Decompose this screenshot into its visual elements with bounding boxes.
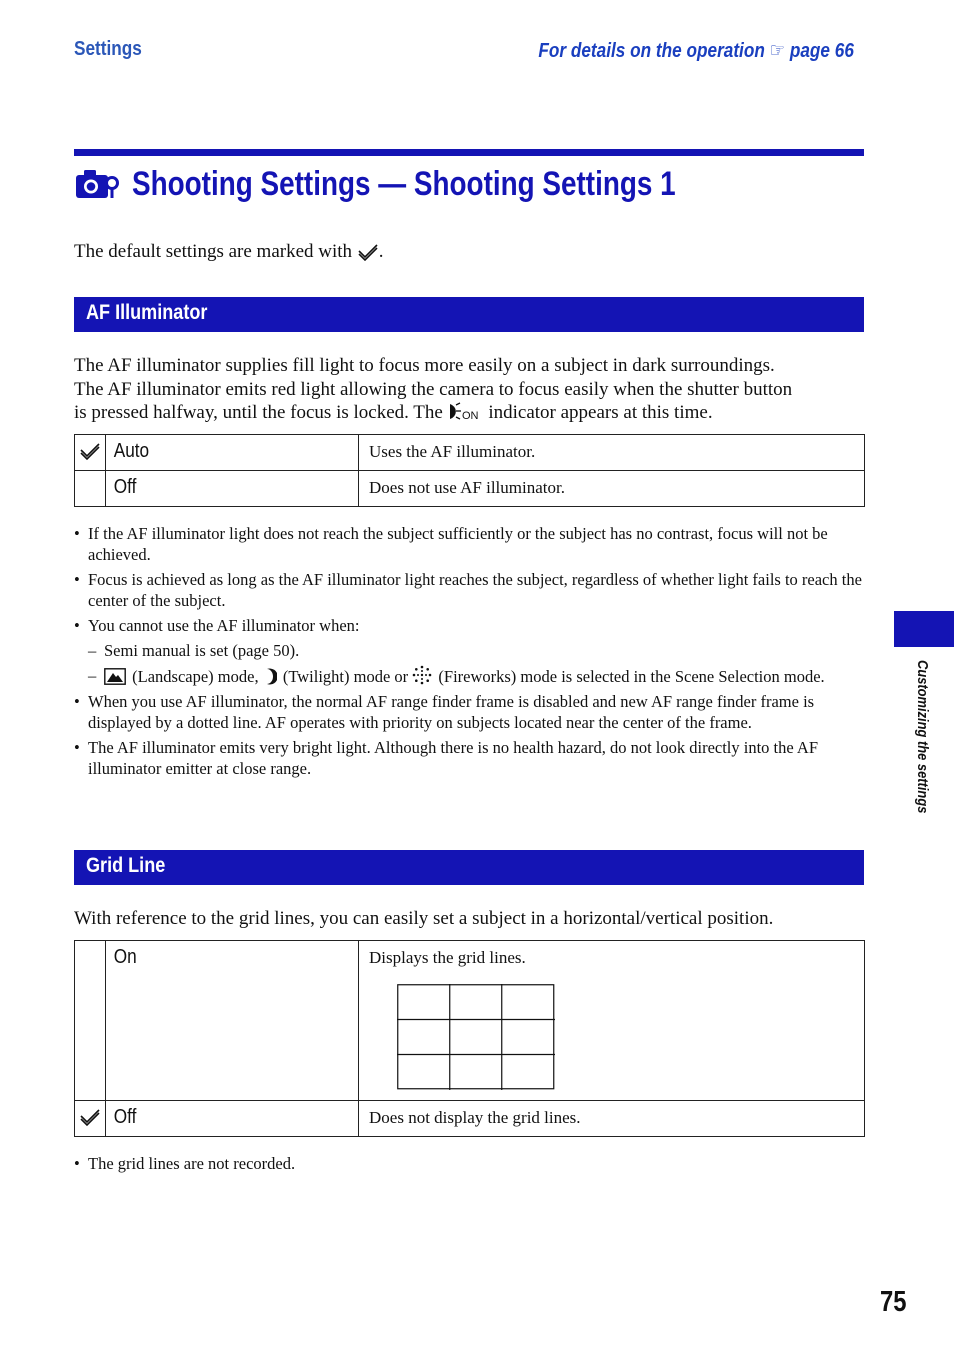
note-item: • The AF illuminator emits very bright light. Although there is no health hazard, do not look directly into the AF illuminator emitter at close range.: [74, 737, 864, 779]
section-heading-grid-line: [74, 850, 864, 885]
page-number: 75: [880, 1286, 907, 1318]
description-line: The AF illuminator emits red light allowing the camera to focus easily when the shutter button: [74, 378, 793, 400]
grid-line-notes: [74, 1153, 864, 1178]
af-illuminator-options-table: [74, 434, 865, 507]
intro-text: The default settings are marked with: [74, 241, 353, 262]
note-item: • When you use AF illuminator, the normal AF range finder frame is disabled and new AF range finder frame is displayed by a dotted line. AF operates with priority on subjects located near the center of the frame.: [74, 691, 864, 733]
note-item: • If the AF illuminator light does not reach the subject sufficiently or the subject has no contrast, focus will not be achieved.: [74, 523, 864, 565]
option-name: Off: [113, 1106, 137, 1128]
option-name: On: [113, 946, 137, 968]
option-name: Auto: [113, 440, 150, 462]
option-desc-cell: [359, 435, 865, 471]
table-row: [75, 471, 865, 507]
option-desc: Does not display the grid lines.: [369, 1108, 581, 1127]
table-row: [75, 941, 865, 1101]
running-header-section: Settings: [74, 38, 142, 60]
note-subitem: [74, 665, 864, 687]
note-item: • You cannot use the AF illuminator when:: [74, 615, 864, 636]
default-marker-cell: [75, 1101, 106, 1137]
section-heading-text: AF Illuminator: [86, 301, 208, 324]
section-heading-af-illuminator: [74, 297, 864, 332]
details-page-link[interactable]: page 66: [789, 40, 854, 62]
intro-line: [74, 241, 384, 263]
option-desc: Uses the AF illuminator.: [369, 442, 536, 461]
camera-settings-icon: [74, 166, 120, 202]
twilight-icon: [263, 668, 277, 685]
description-line: The AF illuminator supplies fill light to focus more easily on a subject in dark surroundings.: [74, 355, 775, 376]
grid-line-options-table: [74, 940, 865, 1137]
note-item: • Focus is achieved as long as the AF illuminator light reaches the subject, regardless of whether light fails to reach the center of the subject.: [74, 569, 864, 611]
chapter-side-label: [914, 660, 936, 860]
af-illuminator-icon: [448, 402, 484, 420]
table-row: [75, 1101, 865, 1137]
intro-period: .: [378, 241, 384, 262]
option-name-cell: [106, 471, 359, 507]
default-marker-cell: [75, 941, 106, 1101]
page-title: [74, 163, 795, 205]
grid-lines-illustration: [397, 984, 555, 1090]
chapter-side-label-text: Customizing the settings: [914, 660, 931, 814]
hand-pointer-icon: ☞: [769, 40, 786, 62]
option-name: Off: [113, 476, 137, 498]
section-heading-text: Grid Line: [86, 854, 166, 877]
note-text: (Twilight) mode or: [282, 667, 409, 686]
default-check-icon: [357, 243, 379, 261]
option-desc-cell: [359, 471, 865, 507]
table-row: [75, 435, 865, 471]
description-text: indicator appears at this time.: [488, 402, 713, 423]
fireworks-icon: [412, 665, 432, 685]
default-check-icon: [75, 435, 102, 463]
option-desc-cell: [359, 941, 865, 1101]
grid-line-description: [74, 907, 874, 931]
note-item: • The grid lines are not recorded.: [74, 1153, 864, 1174]
note-text: (Fireworks) mode is selected in the Scene Selection mode.: [438, 667, 825, 686]
title-rule: [74, 149, 864, 156]
details-prefix: For details on the operation: [538, 40, 765, 62]
option-name-cell: [106, 435, 359, 471]
running-header-reference: [538, 38, 854, 63]
description-line: [74, 401, 874, 425]
af-illuminator-description: [74, 354, 874, 425]
option-desc: Does not use AF illuminator.: [369, 478, 565, 497]
description-line: With reference to the grid lines, you can easily set a subject in a horizontal/vertical position.: [74, 908, 774, 929]
option-desc-cell: [359, 1101, 865, 1137]
af-illuminator-notes: [74, 523, 864, 783]
default-marker-cell: [75, 471, 106, 507]
option-desc: Displays the grid lines.: [369, 948, 526, 967]
default-check-icon: [75, 1101, 102, 1129]
option-name-cell: [106, 941, 359, 1101]
chapter-tab: [894, 611, 954, 647]
note-subitem: – Semi manual is set (page 50).: [74, 640, 864, 661]
svg-text:ON: ON: [461, 410, 479, 420]
page-title-text: Shooting Settings — Shooting Settings 1: [132, 164, 676, 203]
option-name-cell: [106, 1101, 359, 1137]
note-text: (Landscape) mode,: [132, 667, 259, 686]
description-text: is pressed halfway, until the focus is locked. The: [74, 402, 443, 423]
default-marker-cell: [75, 435, 106, 471]
landscape-icon: [104, 668, 126, 685]
